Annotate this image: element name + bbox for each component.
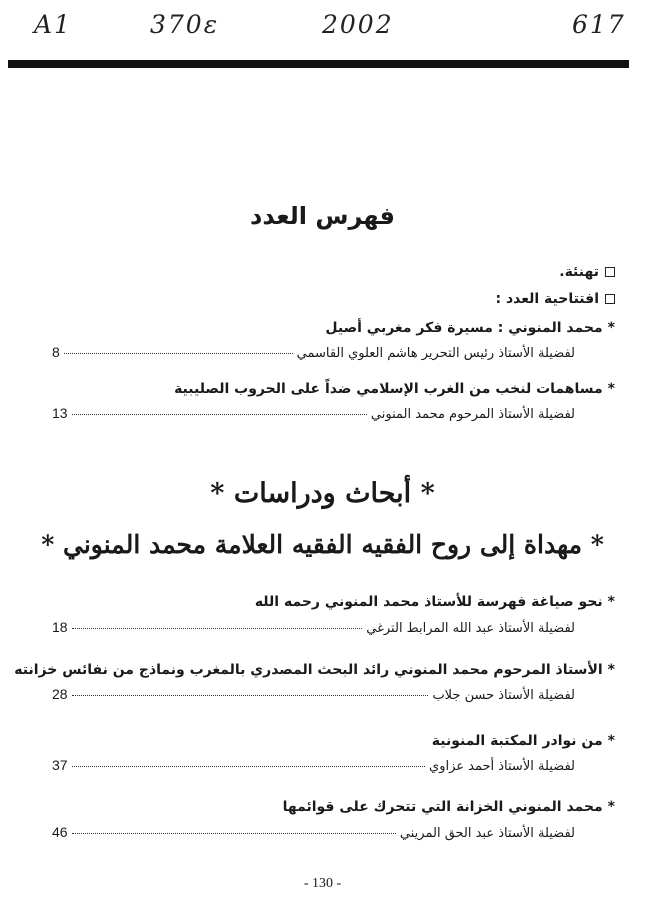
toc-entry-row xyxy=(52,824,575,841)
leader-dots xyxy=(72,766,425,767)
header-rule xyxy=(8,60,629,68)
handwritten-note: 617 xyxy=(572,10,626,39)
toc-entry-title: *الأستاذ المرحوم محمد المنوني رائد البحث المصدري بالمغرب ونماذج من نفائس خزانته xyxy=(14,662,615,678)
toc-entry-page: 37 xyxy=(52,757,68,773)
toc-entry-row xyxy=(52,405,575,422)
toc-entry-title: *محمد المنوني الخزانة التي تتحرك على قوائمها xyxy=(282,799,615,815)
page-title: فهرس العدد xyxy=(250,202,395,230)
checkbox-square-icon xyxy=(605,294,615,304)
toc-entry-title: *محمد المنوني : مسيرة فكر مغربي أصيل xyxy=(325,320,615,336)
section-heading: * أبحاث ودراسات * xyxy=(210,478,435,509)
section-subheading: * مهداة إلى روح الفقيه الفقيه العلامة محمد المنوني * xyxy=(41,530,604,559)
toc-entry-author: لفضيلة الأستاذ عبد الله المرابط الترغي xyxy=(366,621,575,636)
toc-entry-row xyxy=(52,619,575,636)
asterisk-icon: * xyxy=(607,594,615,610)
toc-entry-row xyxy=(52,686,575,703)
asterisk-icon: * xyxy=(607,799,615,815)
leader-dots xyxy=(72,628,363,629)
leader-dots xyxy=(72,833,396,834)
handwritten-note: 370ε xyxy=(150,10,220,39)
toc-entry-author: لفضيلة الأستاذ المرحوم محمد المنوني xyxy=(370,407,575,422)
asterisk-icon: * xyxy=(607,320,615,336)
list-item: تهنئة. xyxy=(559,264,615,280)
list-item: افتتاحية العدد : xyxy=(495,291,615,307)
checkbox-square-icon xyxy=(605,267,615,277)
page-number: - 130 - xyxy=(303,876,342,891)
toc-entry-page: 18 xyxy=(52,619,68,635)
leader-dots xyxy=(72,695,429,696)
toc-entry-row xyxy=(52,757,575,774)
toc-entry-title: *مساهمات لنخب من الغرب الإسلامي ضداً على الحروب الصليبية xyxy=(174,381,615,397)
leader-dots xyxy=(72,414,367,415)
asterisk-icon: * xyxy=(607,733,615,749)
toc-entry-author: لفضيلة الأستاذ رئيس التحرير هاشم العلوي القاسمي xyxy=(296,346,575,361)
toc-entry-author: لفضيلة الأستاذ عبد الحق المريني xyxy=(399,826,575,841)
leader-dots xyxy=(64,353,293,354)
asterisk-icon: * xyxy=(607,662,615,678)
toc-entry-page: 28 xyxy=(52,686,68,702)
handwritten-note: A1 xyxy=(34,10,72,39)
toc-entry-row xyxy=(52,344,575,361)
toc-entry-title: *من نوادر المكتبة المنونية xyxy=(431,733,615,749)
toc-entry-page: 13 xyxy=(52,405,68,421)
handwritten-note: 2002 xyxy=(322,10,394,39)
toc-entry-author: لفضيلة الأستاذ حسن جلاب xyxy=(432,688,575,703)
toc-entry-page: 8 xyxy=(52,344,60,360)
asterisk-icon: * xyxy=(607,381,615,397)
toc-entry-title: *نحو صياغة فهرسة للأستاذ محمد المنوني رحمه الله xyxy=(254,594,615,610)
toc-entry-author: لفضيلة الأستاذ أحمد عزاوي xyxy=(429,759,575,774)
toc-entry-page: 46 xyxy=(52,824,68,840)
